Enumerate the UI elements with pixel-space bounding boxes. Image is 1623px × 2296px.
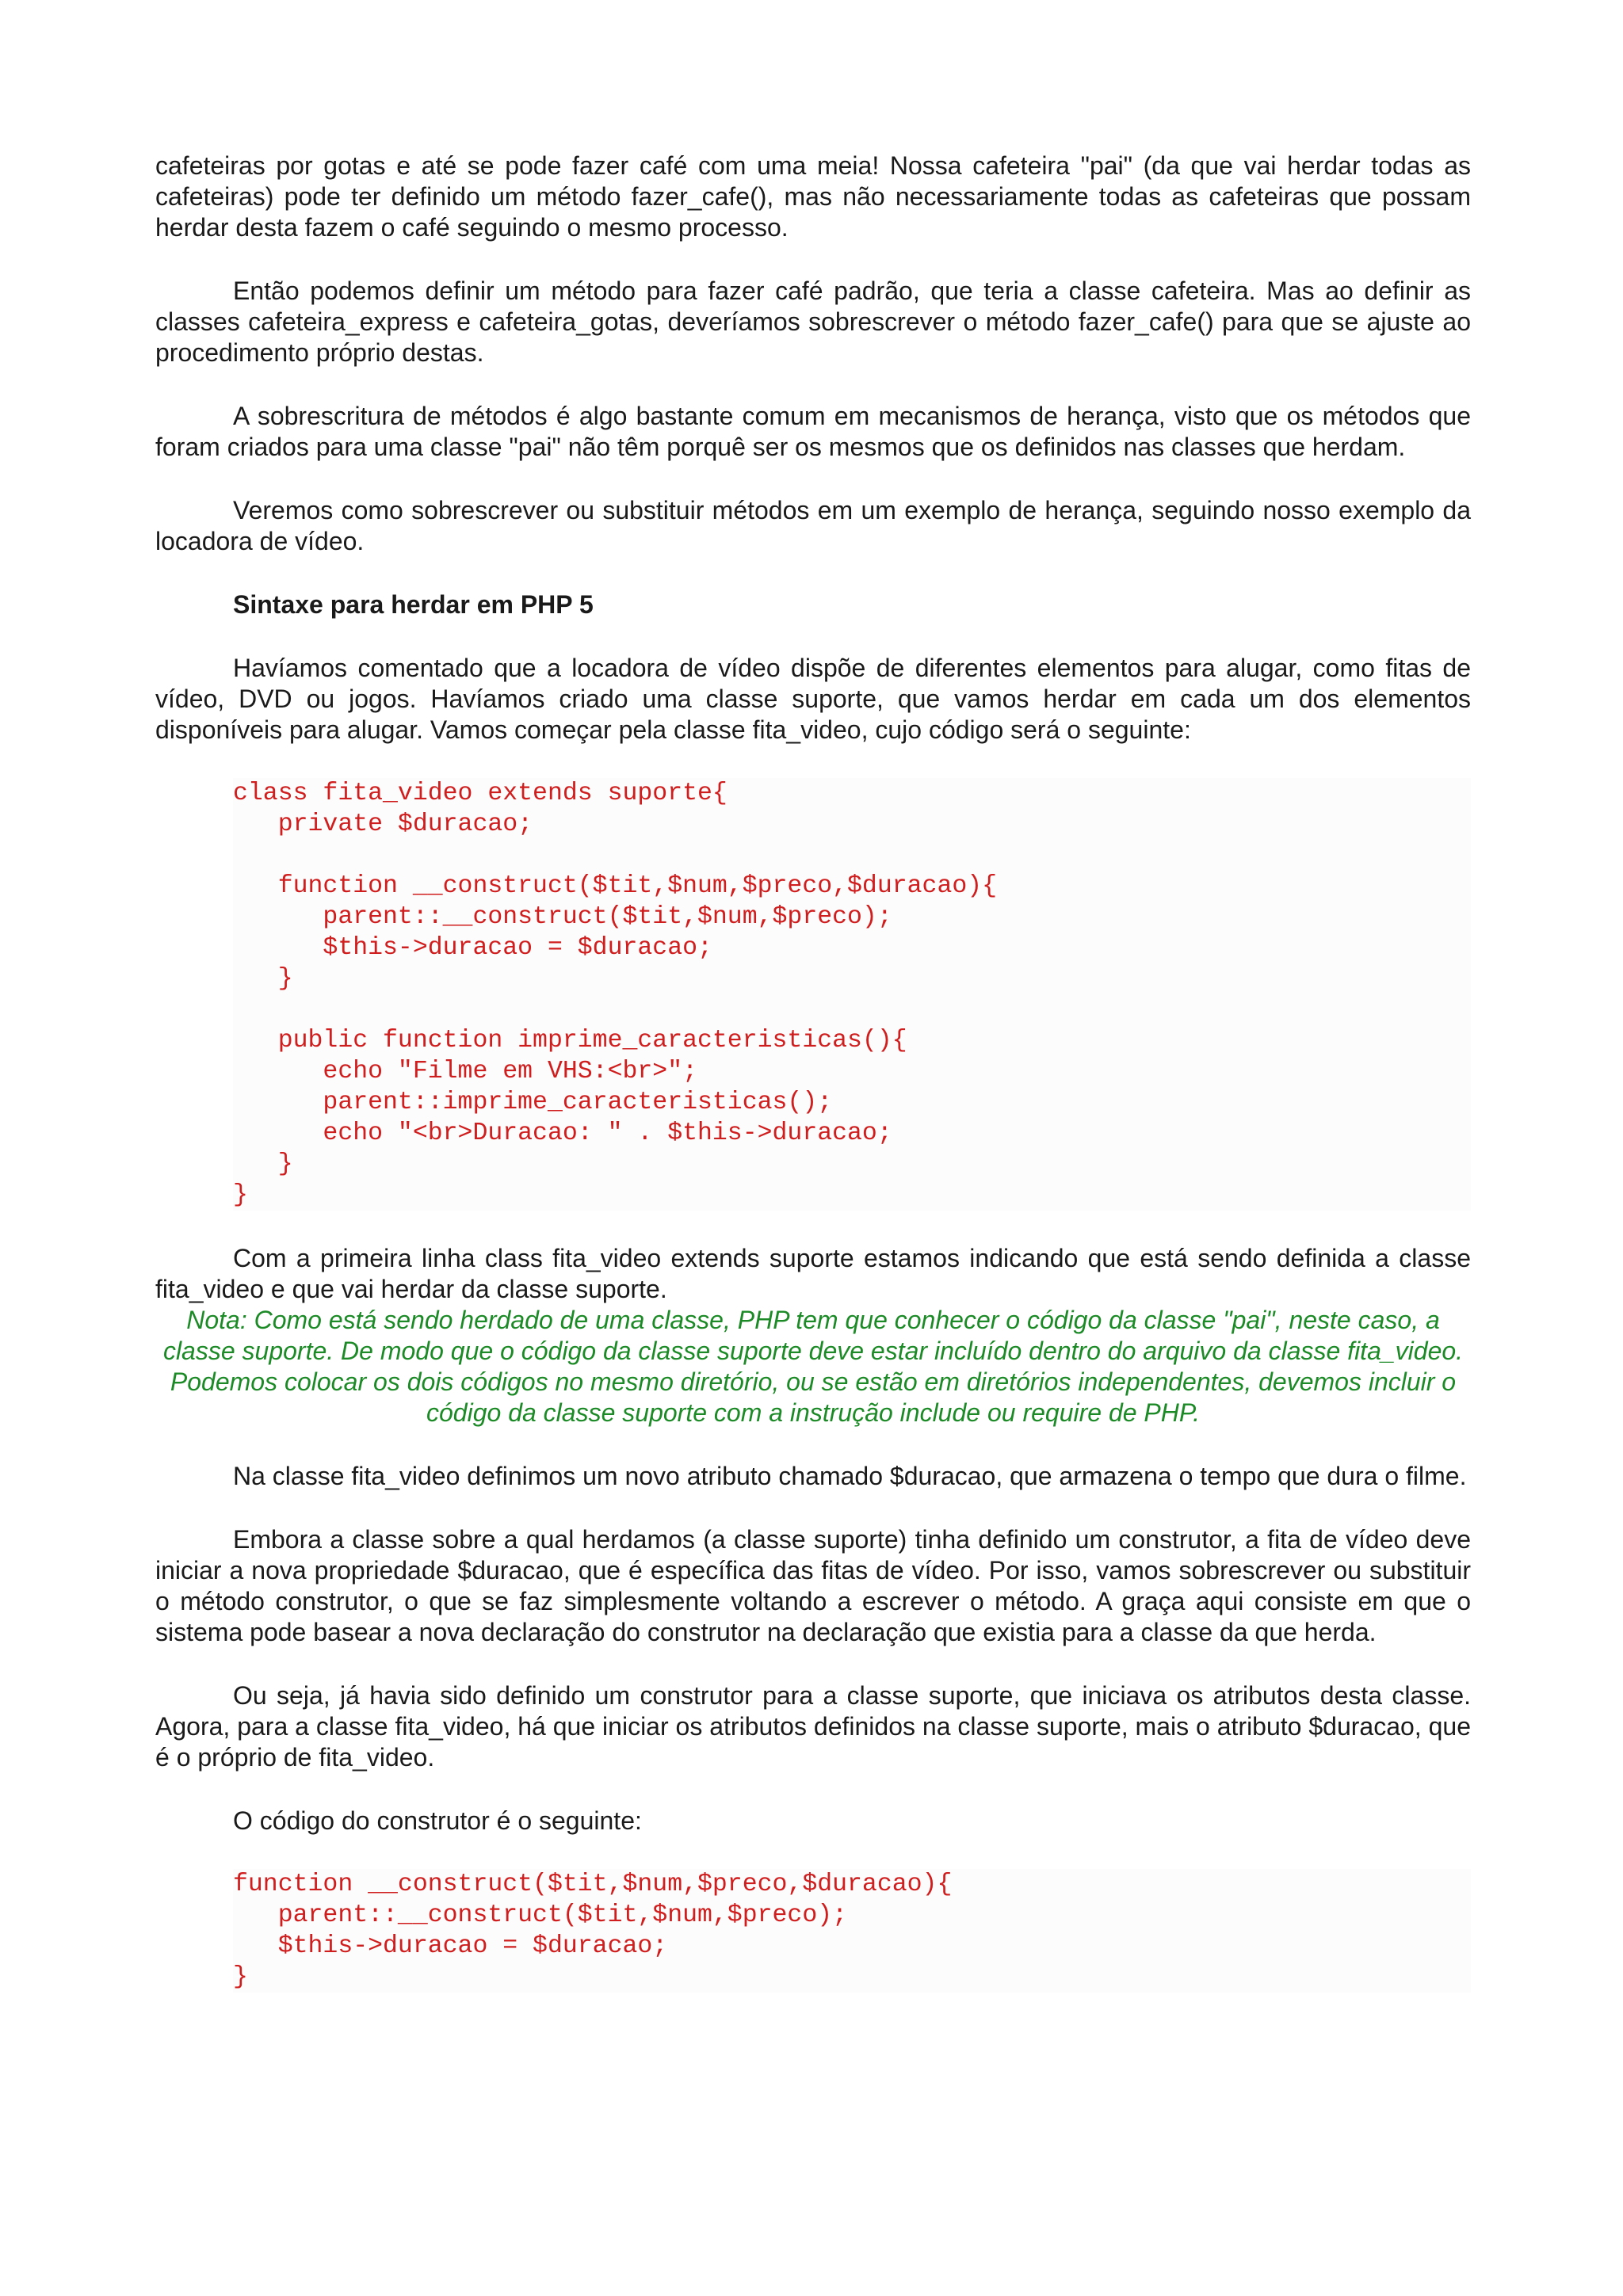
code-line: parent::imprime_caracteristicas();: [233, 1089, 833, 1116]
paragraph: Então podemos definir um método para fazer café padrão, que teria a classe cafeteira. Mas ao definir as classes cafeteira_express e cafeteira_gotas, deveríamos sobrescrever o método fazer_cafe() para que se ajuste ao procedimento próprio destas.: [155, 277, 1471, 367]
code-line: function __construct($tit,$num,$preco,$duracao){: [233, 872, 998, 900]
code-line: class fita_video extends suporte{: [233, 780, 727, 807]
paragraph: A sobrescritura de métodos é algo bastante comum em mecanismos de herança, visto que os métodos que foram criados para uma classe "pai" não têm porquê ser os mesmos que os definidos nas classes que herdam.: [155, 402, 1471, 461]
code-line: }: [233, 1181, 248, 1209]
paragraph: Embora a classe sobre a qual herdamos (a classe suporte) tinha definido um construtor, a fita de vídeo deve iniciar a nova propriedade $duracao, que é específica das fitas de vídeo. Por isso, vamos sobrescrever ou substituir o método construtor, o que se faz simplesmente voltando a escrever o método. A graça aqui consiste em que o sistema pode basear a nova declaração do construtor na declaração que existia para a classe da que herda.: [155, 1525, 1471, 1646]
code-line: function __construct($tit,$num,$preco,$duracao){: [233, 1871, 953, 1898]
paragraph: Veremos como sobrescrever ou substituir métodos em um exemplo de herança, seguindo nosso exemplo da locadora de vídeo.: [155, 496, 1471, 555]
paragraph: Na classe fita_video definimos um novo atributo chamado $duracao, que armazena o tempo que dura o filme.: [233, 1462, 1467, 1490]
code-line: }: [233, 965, 293, 993]
code-line: parent::__construct($tit,$num,$preco);: [233, 1901, 848, 1929]
document-page: [155, 151, 1471, 2025]
code-block-class: [233, 778, 1471, 1211]
paragraph: O código do construtor é o seguinte:: [233, 1806, 642, 1835]
note-callout: Nota: Como está sendo herdado de uma classe, PHP tem que conhecer o código da classe "pai", neste caso, a classe suporte. De modo que o código da classe suporte deve estar incluído dentro do arquivo da classe fita_video. Podemos colocar os dois códigos no mesmo diretório, ou se estão em diretórios independentes, devemos incluir o código da classe suporte com a instrução include ou require de PHP.: [162, 1306, 1464, 1427]
paragraph: Havíamos comentado que a locadora de vídeo dispõe de diferentes elementos para alugar, como fitas de vídeo, DVD ou jogos. Havíamos criado uma classe suporte, que vamos herdar em cada um dos elementos disponíveis para alugar. Vamos começar pela classe fita_video, cujo código será o seguinte:: [155, 654, 1471, 744]
code-line: }: [233, 1150, 293, 1178]
code-line: echo "Filme em VHS:<br>";: [233, 1058, 697, 1085]
paragraph: Com a primeira linha class fita_video extends suporte estamos indicando que está sendo definida a classe fita_video e que vai herdar da classe suporte.: [155, 1244, 1471, 1303]
code-line: private $duracao;: [233, 810, 533, 838]
code-line: [233, 840, 1471, 871]
code-line: [233, 994, 1471, 1025]
code-block-constructor: [233, 1869, 1471, 1993]
code-line: parent::__construct($tit,$num,$preco);: [233, 903, 892, 931]
paragraph: cafeteiras por gotas e até se pode fazer café com uma meia! Nossa cafeteira "pai" (da que vai herdar todas as cafeteiras) pode ter definido um método fazer_cafe(), mas não necessariamente todas as cafeteiras que possam herdar desta fazem o café seguindo o mesmo processo.: [155, 151, 1471, 242]
section-heading: Sintaxe para herdar em PHP 5: [233, 590, 594, 619]
paragraph: Ou seja, já havia sido definido um construtor para a classe suporte, que iniciava os atributos desta classe. Agora, para a classe fita_video, há que iniciar os atributos definidos na classe suporte, mais o atributo $duracao, que é o próprio de fita_video.: [155, 1681, 1471, 1772]
code-line: public function imprime_caracteristicas(){: [233, 1027, 907, 1055]
code-line: $this->duracao = $duracao;: [233, 934, 712, 962]
code-line: }: [233, 1963, 248, 1991]
code-line: echo "<br>Duracao: " . $this->duracao;: [233, 1119, 892, 1147]
code-line: $this->duracao = $duracao;: [233, 1932, 668, 1960]
